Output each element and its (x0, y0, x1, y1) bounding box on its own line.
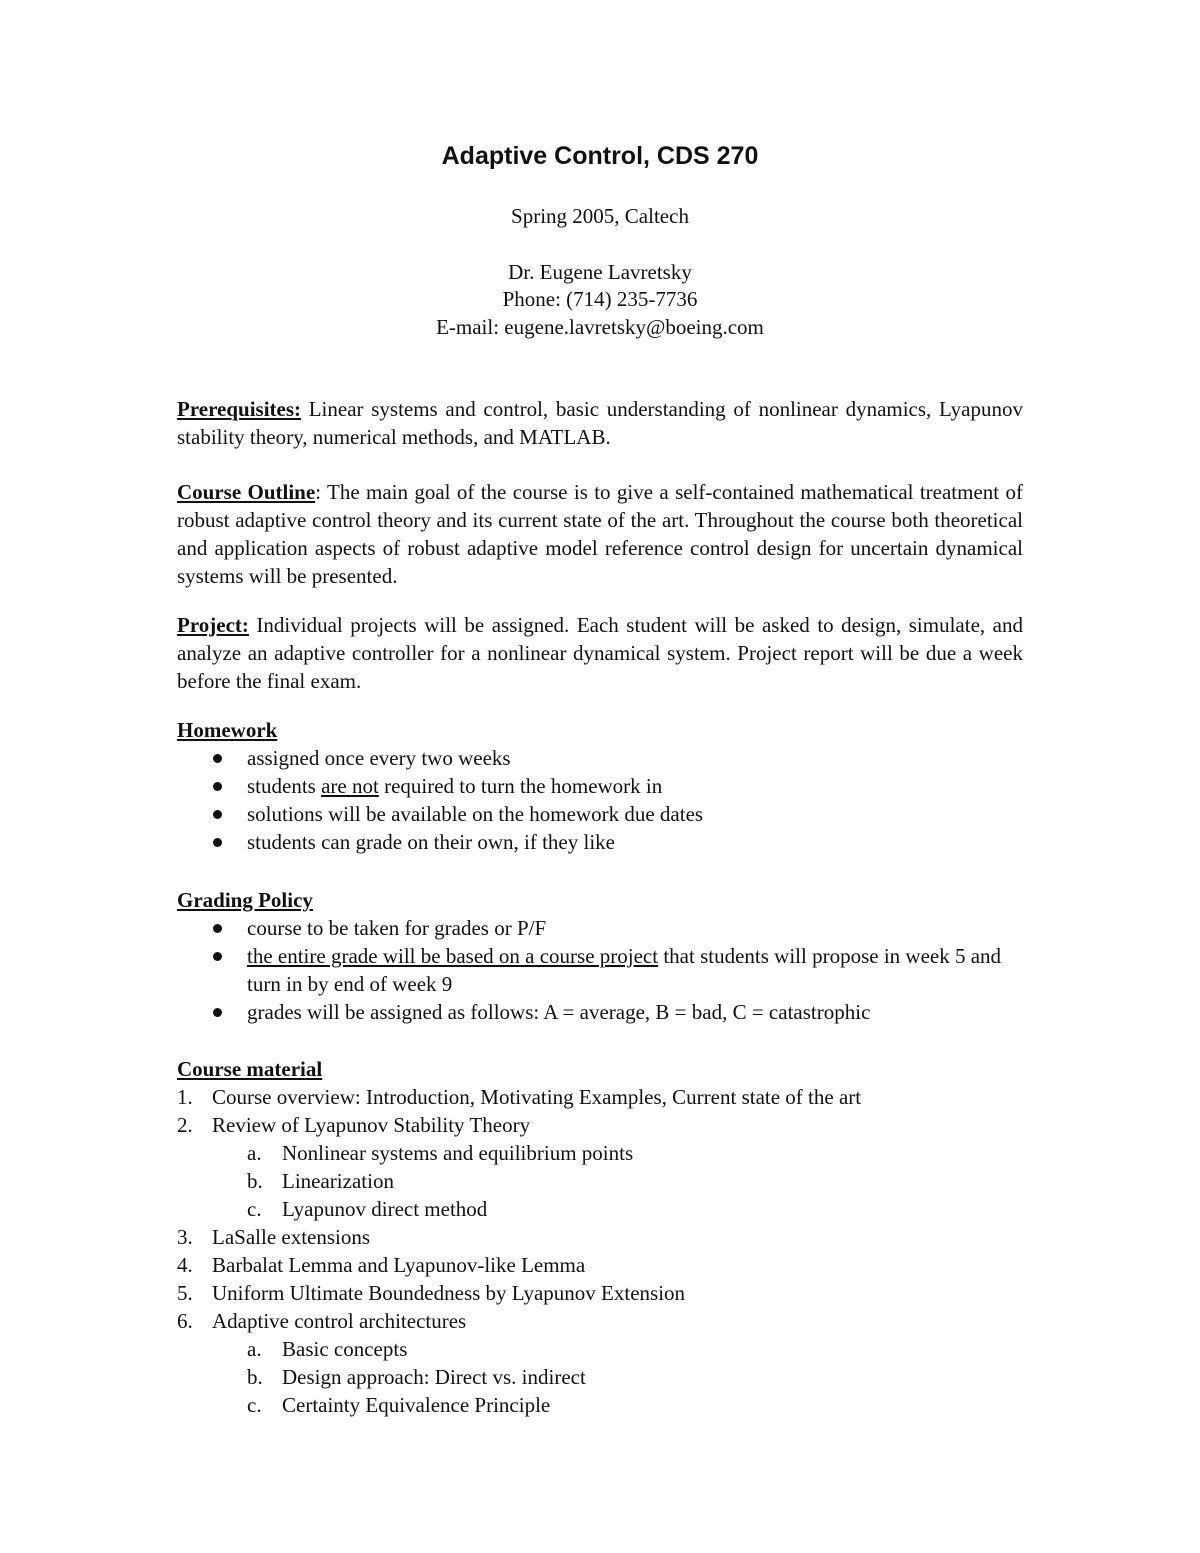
outline-section (177, 478, 1023, 590)
sublist (212, 1139, 1023, 1223)
prerequisites-paragraph (177, 395, 1023, 451)
sublist-item: b. Design approach: Direct vs. indirect (247, 1365, 586, 1389)
sublist (212, 1335, 1023, 1419)
prerequisites-text: Linear systems and control, basic understanding of nonlinear dynamics, Lyapunov stability theory, numerical methods, and MATLAB. (177, 397, 1023, 449)
sublist-item: c. Lyapunov direct method (247, 1197, 488, 1221)
item-number: 1. (177, 1085, 193, 1109)
instructor-name: Dr. Eugene Lavretsky (508, 260, 692, 284)
homework-heading: Homework (177, 718, 278, 742)
sublist-item: a. Nonlinear systems and equilibrium points (247, 1141, 634, 1165)
sublist-item: a. Basic concepts (247, 1337, 408, 1361)
grading-heading: Grading Policy (177, 888, 313, 912)
list-item: 5. Uniform Ultimate Boundedness by Lyapunov Extension (177, 1281, 686, 1305)
emphasis-underline: the entire grade will be based on a course project (247, 944, 659, 968)
project-paragraph (177, 611, 1023, 695)
list-item: grades will be assigned as follows: A = average, B = bad, C = catastrophic (177, 998, 1023, 1026)
prerequisites-section (177, 395, 1023, 451)
outline-paragraph (177, 478, 1023, 590)
course-title: Adaptive Control, CDS 270 (441, 142, 759, 170)
list-item: 4. Barbalat Lemma and Lyapunov-like Lemma (177, 1253, 586, 1277)
bullet-icon (213, 952, 222, 961)
list-item: 2. Review of Lyapunov Stability Theory a. Nonlinear systems and equilibrium points b. Linearization c. Lyapunov direct method (177, 1111, 1023, 1223)
bullet-icon (213, 924, 222, 933)
list-item: students can grade on their own, if they like (177, 828, 1023, 856)
item-letter: b. (247, 1169, 263, 1193)
bullet-icon (213, 1008, 222, 1017)
list-item: course to be taken for grades or P/F (177, 914, 1023, 942)
list-item: the entire grade will be based on a course project that students will propose in week 5 and turn in by end of week 9 (177, 942, 1023, 998)
phone-line: Phone: (714) 235-7736 (502, 287, 698, 311)
grading-list (177, 914, 1023, 1026)
material-heading: Course material (177, 1057, 323, 1081)
item-letter: c. (247, 1393, 262, 1417)
item-letter: c. (247, 1197, 262, 1221)
prerequisites-label: Prerequisites: (177, 397, 302, 421)
item-letter: a. (247, 1141, 262, 1165)
bullet-icon (213, 838, 222, 847)
item-number: 4. (177, 1253, 193, 1277)
material-list (177, 1083, 1023, 1419)
sublist-item: c. Certainty Equivalence Principle (247, 1393, 551, 1417)
grading-section (177, 886, 1023, 1026)
list-item: 1. Course overview: Introduction, Motivating Examples, Current state of the art (177, 1085, 862, 1109)
project-section (177, 611, 1023, 695)
sublist-item: b. Linearization (247, 1169, 394, 1193)
term-line: Spring 2005, Caltech (511, 204, 689, 228)
item-letter: a. (247, 1337, 262, 1361)
outline-text: : The main goal of the course is to give a self-contained mathematical treatment of robust adaptive control theory and its current state of the art. Throughout the course both theoretical and application aspects of robust adaptive model reference control design for uncertain dynamical systems will be presented. (177, 480, 1023, 588)
list-item: students are not required to turn the homework in (177, 772, 1023, 800)
item-number: 2. (177, 1113, 193, 1137)
list-item: assigned once every two weeks (177, 744, 1023, 772)
item-number: 3. (177, 1225, 193, 1249)
project-label: Project: (177, 613, 249, 637)
homework-list (177, 744, 1023, 856)
outline-label: Course Outline (177, 480, 316, 504)
bullet-icon (213, 782, 222, 791)
email-line: E-mail: eugene.lavretsky@boeing.com (436, 315, 764, 339)
bullet-icon (213, 810, 222, 819)
list-item: 3. LaSalle extensions (177, 1225, 371, 1249)
item-number: 5. (177, 1281, 193, 1305)
emphasis-underline: are not (321, 774, 379, 798)
list-item: solutions will be available on the homework due dates (177, 800, 1023, 828)
item-letter: b. (247, 1365, 263, 1389)
homework-section (177, 716, 1023, 856)
list-item: 6. Adaptive control architectures a. Basic concepts b. Design approach: Direct vs. indirect c. Certainty Equivalence Principle (177, 1307, 1023, 1419)
material-section (177, 1055, 1023, 1419)
item-number: 6. (177, 1309, 193, 1333)
bullet-icon (213, 754, 222, 763)
project-text: Individual projects will be assigned. Each student will be asked to design, simulate, and analyze an adaptive controller for a nonlinear dynamical system. Project report will be due a week before the final exam. (177, 613, 1023, 693)
